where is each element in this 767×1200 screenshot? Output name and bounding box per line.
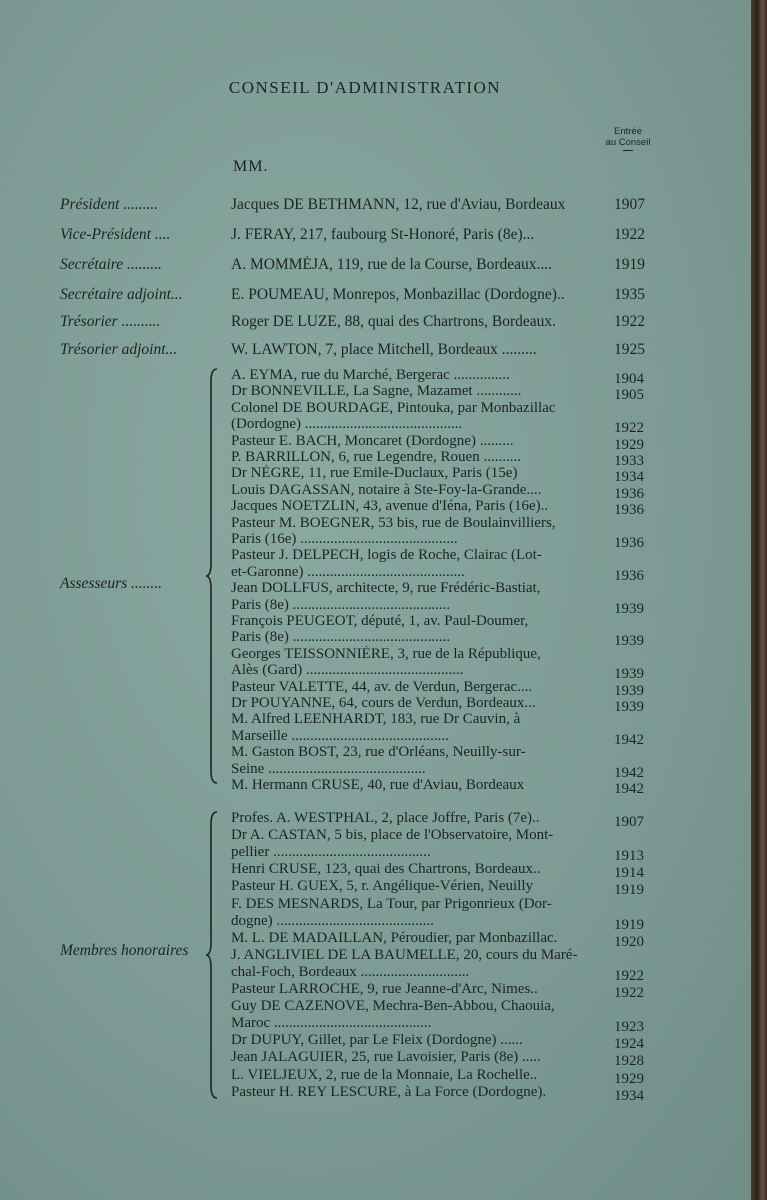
- member-line: Jacques NOETZLIN, 43, avenue d'Iéna, Paris (16e)..: [231, 498, 549, 515]
- member-line: Georges TEISSONNIÈRE, 3, rue de la République,: [231, 645, 541, 662]
- member-year: 1929: [614, 436, 644, 453]
- member-year: 1928: [614, 1053, 644, 1070]
- officer-entry: Roger DE LUZE, 88, quai des Chartrons, Bordeaux.: [231, 313, 557, 330]
- officer-role: Trésorier adjoint...: [60, 341, 178, 358]
- member-year: 1922: [614, 420, 644, 437]
- member-line: P. BARRILLON, 6, rue Legendre, Rouen ..........: [231, 449, 521, 465]
- member-line: Pasteur H. REY LESCURE, à La Force (Dordogne).: [231, 1083, 547, 1100]
- member-line: J. ANGLIVIEL DE LA BAUMELLE, 20, cours du Maré-: [231, 946, 578, 963]
- member-year: 1920: [614, 933, 644, 950]
- member-line: M. Gaston BOST, 23, rue d'Orléans, Neuilly-sur-: [231, 744, 526, 761]
- member-year: 1939: [614, 699, 644, 715]
- member-year: 1914: [614, 865, 644, 882]
- member-line: dogne) ..........................................: [231, 912, 434, 929]
- officer-role: Président .........: [60, 196, 159, 213]
- member-line: Profes. A. WESTPHAL, 2, place Joffre, Paris (7e)..: [231, 810, 540, 826]
- officer-year: 1922: [614, 313, 645, 330]
- member-line: Pasteur H. GUEX, 5, r. Angélique-Vérien, Neuilly: [231, 878, 534, 895]
- officer-entry: A. MOMMÉJA, 119, rue de la Course, Bordeaux....: [231, 256, 553, 273]
- officer-entry: Jacques DE BETHMANN, 12, rue d'Aviau, Bordeaux: [231, 196, 566, 213]
- member-line: Guy DE CAZENOVE, Mechra-Ben-Abbou, Chaouia,: [231, 998, 555, 1015]
- officer-year: 1925: [614, 341, 645, 358]
- member-line: Dr NÈGRE, 11, rue Emile-Duclaux, Paris (15e): [231, 465, 518, 482]
- messieurs-label: MM.: [233, 158, 269, 175]
- member-line: F. DES MESNARDS, La Tour, par Prigonrieux (Dor-: [231, 895, 552, 912]
- member-year: 1933: [614, 453, 644, 469]
- member-line: M. Hermann CRUSE, 40, rue d'Aviau, Bordeaux: [231, 777, 525, 793]
- member-year: 1942: [614, 781, 644, 797]
- member-line: Pasteur VALETTE, 44, av. de Verdun, Bergerac....: [231, 678, 533, 695]
- member-line: Dr A. CASTAN, 5 bis, place de l'Observatoire, Mont-: [231, 827, 554, 844]
- member-line: Louis DAGASSAN, notaire à Ste-Foy-la-Grande....: [231, 481, 542, 498]
- member-year: 1936: [614, 485, 644, 502]
- member-line: M. L. DE MADAILLAN, Péroudier, par Monbazillac.: [231, 929, 558, 946]
- member-line: Jean DOLLFUS, architecte, 9, rue Frédéric-Bastiat,: [231, 580, 541, 597]
- officer-row: [0, 226, 740, 250]
- officer-row: [0, 286, 740, 310]
- officer-entry: J. FERAY, 217, faubourg St-Honoré, Paris (8e)...: [231, 226, 535, 243]
- page-title: CONSEIL D'ADMINISTRATION: [228, 78, 502, 97]
- officer-year: 1935: [614, 286, 645, 303]
- officer-role: Secrétaire .........: [60, 256, 162, 273]
- member-year: 1939: [614, 682, 644, 699]
- column-header-line1: Entrée: [614, 126, 642, 137]
- honoraires-brace: [205, 810, 219, 1100]
- member-year: 1939: [614, 633, 644, 650]
- member-year: 1922: [614, 985, 644, 1001]
- member-line: pellier ..........................................: [231, 844, 431, 861]
- member-line: Colonel DE BOURDAGE, Pintouka, par Monbazillac: [231, 399, 556, 416]
- member-year: 1907: [614, 814, 644, 830]
- member-line: Maroc ..........................................: [231, 1015, 432, 1032]
- member-line: Marseille ..........................................: [231, 727, 449, 744]
- member-year: 1934: [614, 469, 644, 486]
- officer-entry: E. POUMEAU, Monrepos, Monbazillac (Dordogne)..: [231, 286, 565, 303]
- column-header-entry-year: [596, 126, 660, 151]
- member-year: 1904: [614, 371, 644, 387]
- officer-year: 1907: [614, 196, 645, 213]
- member-line: Alès (Gard) ..........................................: [231, 662, 464, 679]
- honoraires-label: Membres honoraires: [60, 942, 189, 959]
- officer-row: [0, 196, 740, 220]
- member-line: Pasteur LARROCHE, 9, rue Jeanne-d'Arc, Nimes..: [231, 981, 538, 997]
- member-line: Pasteur E. BACH, Moncaret (Dordogne) .........: [231, 432, 514, 449]
- member-line: Pasteur J. DELPECH, logis de Roche, Clairac (Lot-: [231, 547, 542, 564]
- member-year: 1942: [614, 764, 644, 781]
- member-year: 1936: [614, 502, 644, 519]
- assesseurs-label: Assesseurs ........: [60, 575, 163, 592]
- member-year: 1942: [614, 731, 644, 748]
- member-year: 1934: [614, 1087, 644, 1104]
- member-year: 1939: [614, 666, 644, 683]
- officer-year: 1922: [614, 226, 645, 243]
- member-year: 1939: [614, 600, 644, 617]
- member-year: 1936: [614, 535, 644, 551]
- member-line: Paris (16e) ..........................................: [231, 531, 458, 547]
- member-line: chal-Foch, Bordeaux .............................: [231, 963, 470, 980]
- member-line: Seine ..........................................: [231, 760, 426, 777]
- book-binding-edge: [751, 0, 767, 1200]
- member-line: Jean JALAGUIER, 25, rue Lavoisier, Paris (8e) .....: [231, 1049, 541, 1066]
- member-line: Paris (8e) ..........................................: [231, 629, 451, 646]
- member-line: Dr POUYANNE, 64, cours de Verdun, Bordeaux...: [231, 695, 536, 711]
- officer-role: Vice-Président ....: [60, 226, 171, 243]
- member-line: M. Alfred LEENHARDT, 183, rue Dr Cauvin, à: [231, 711, 521, 728]
- assesseurs-brace: [205, 367, 219, 785]
- member-year: 1936: [614, 567, 644, 584]
- member-year: 1919: [614, 882, 644, 899]
- officer-row: [0, 256, 740, 280]
- member-line: (Dordogne) ..........................................: [231, 416, 463, 433]
- officer-entry: W. LAWTON, 7, place Mitchell, Bordeaux .........: [231, 341, 537, 358]
- member-line: et-Garonne) ..........................................: [231, 563, 465, 580]
- member-line: L. VIELJEUX, 2, rue de la Monnaie, La Rochelle..: [231, 1066, 538, 1083]
- member-line: Henri CRUSE, 123, quai des Chartrons, Bordeaux..: [231, 861, 541, 878]
- member-line: A. EYMA, rue du Marché, Bergerac ...............: [231, 367, 510, 383]
- officer-row: [0, 313, 740, 337]
- member-year: 1905: [614, 387, 644, 404]
- member-year: 1929: [614, 1070, 644, 1087]
- officer-role: Trésorier ..........: [60, 313, 161, 330]
- officer-year: 1919: [614, 256, 645, 273]
- column-header-rule: [623, 150, 633, 151]
- member-line: Dr DUPUY, Gillet, par Le Fleix (Dordogne) ......: [231, 1032, 523, 1049]
- officer-role: Secrétaire adjoint...: [60, 286, 183, 303]
- member-line: Paris (8e) ..........................................: [231, 596, 451, 613]
- member-year: 1924: [614, 1036, 644, 1053]
- member-year: 1923: [614, 1019, 644, 1036]
- member-line: Dr BONNEVILLE, La Sagne, Mazamet ............: [231, 383, 522, 400]
- member-line: François PEUGEOT, député, 1, av. Paul-Doumer,: [231, 613, 529, 629]
- member-line: Pasteur M. BOEGNER, 53 bis, rue de Boulainvilliers,: [231, 514, 556, 531]
- column-header-line2: au Conseil: [605, 137, 651, 148]
- member-year: 1913: [614, 848, 644, 865]
- officer-row: [0, 341, 740, 365]
- member-year: 1922: [614, 967, 644, 984]
- member-year: 1919: [614, 916, 644, 933]
